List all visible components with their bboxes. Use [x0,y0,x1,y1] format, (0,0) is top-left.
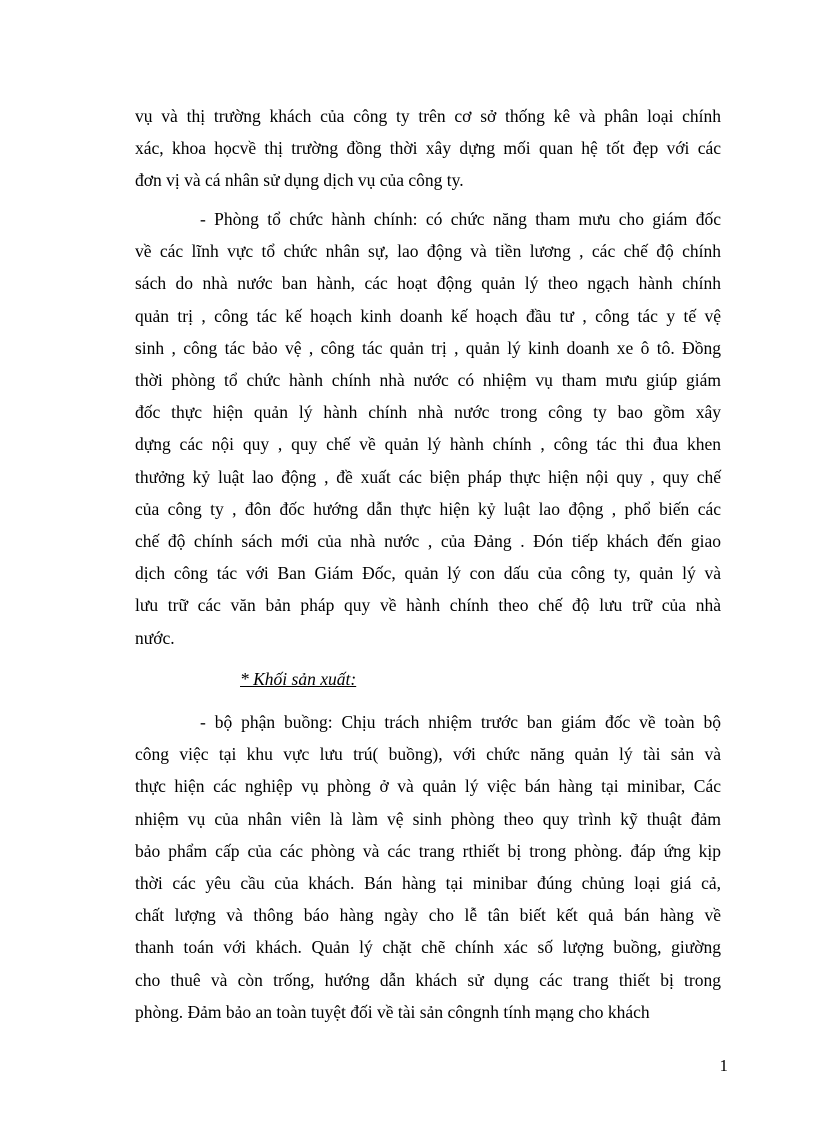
text-line: thời các yêu cầu của khách. Bán hàng tại minibar đúng chủng loại giá cả, [135,873,721,894]
text-line: sinh , công tác bảo vệ , công tác quản trị , quản lý kinh doanh xe ô tô. Đồng [135,337,721,358]
text-line: xác, khoa họcvề thị trường đồng thời xây dựng mối quan hệ tốt đẹp với các [135,138,721,159]
text-line: quản trị , công tác kế hoạch kinh doanh kế hoạch đầu tư , công tác y tế vệ [135,305,721,326]
text-line: lưu trữ các văn bản pháp quy về hành chính theo chế độ lưu trữ của nhà [135,595,721,616]
text-line: thực hiện các nghiệp vụ phòng ở và quản lý việc bán hàng tại minibar, Các [135,776,721,797]
text-line: về các lĩnh vực tổ chức nhân sự, lao động và tiền lương , các chế độ chính [135,241,721,262]
text-line: thanh toán với khách. Quản lý chặt chẽ chính xác số lượng buồng, giường [135,937,721,958]
page-number: 1 [719,1056,728,1075]
paragraph-housekeeping [135,706,721,1028]
text-line: sách do nhà nước ban hành, các hoạt động quản lý theo ngạch hành chính [135,273,721,294]
text-line: đốc thực hiện quản lý hành chính nhà nước trong công ty bao gồm xây [135,402,721,423]
text-line: dịch công tác với Ban Giám Đốc, quản lý con dấu của công ty, quản lý và [135,563,721,584]
text-line: - Phòng tổ chức hành chính: có chức năng tham mưu cho giám đốc [200,209,721,229]
text-line: của công ty , đôn đốc hướng dẫn thực hiện kỷ luật lao động , phổ biến các [135,498,721,519]
text-line: cho thuê và còn trống, hướng dẫn khách sử dụng các trang thiết bị trong [135,969,721,990]
paragraph-continuation [135,100,721,197]
text-line: phòng. Đảm bảo an toàn tuyệt đối về tài sản côngnh tính mạng cho khách [135,1001,650,1022]
section-heading: * Khối sản xuất: [240,669,357,689]
text-line: chất lượng và thông báo hàng ngày cho lễ tân biết kết quả bán hàng về [135,905,721,926]
text-line: thưởng kỷ luật lao động , đề xuất các biện pháp thực hiện nội quy , quy chế [135,466,721,487]
text-line: nước. [135,627,175,648]
text-line: dựng các nội quy , quy chế về quản lý hành chính , công tác thi đua khen [135,434,721,455]
text-line: chế độ chính sách mới của nhà nước , của Đảng . Đón tiếp khách đến giao [135,531,721,552]
text-line: công việc tại khu vực lưu trú( buồng), với chức năng quản lý tài sản và [135,744,721,765]
text-line: đơn vị và cá nhân sử dụng dịch vụ của công ty. [135,170,464,191]
text-line: vụ và thị trường khách của công ty trên cơ sở thống kê và phân loại chính [135,106,721,126]
text-line: - bộ phận buồng: Chịu trách nhiệm trước ban giám đốc về toàn bộ [200,712,721,732]
text-line: bảo phẩm cấp của các phòng và các trang rthiết bị trong phòng. đáp ứng kịp [135,840,721,861]
paragraph-admin-department [135,203,721,654]
text-line: thời phòng tổ chức hành chính nhà nước có nhiệm vụ tham mưu giúp giám [135,370,721,391]
text-line: nhiệm vụ của nhân viên là làm vệ sinh phòng theo quy trình kỹ thuật đảm [135,808,721,829]
